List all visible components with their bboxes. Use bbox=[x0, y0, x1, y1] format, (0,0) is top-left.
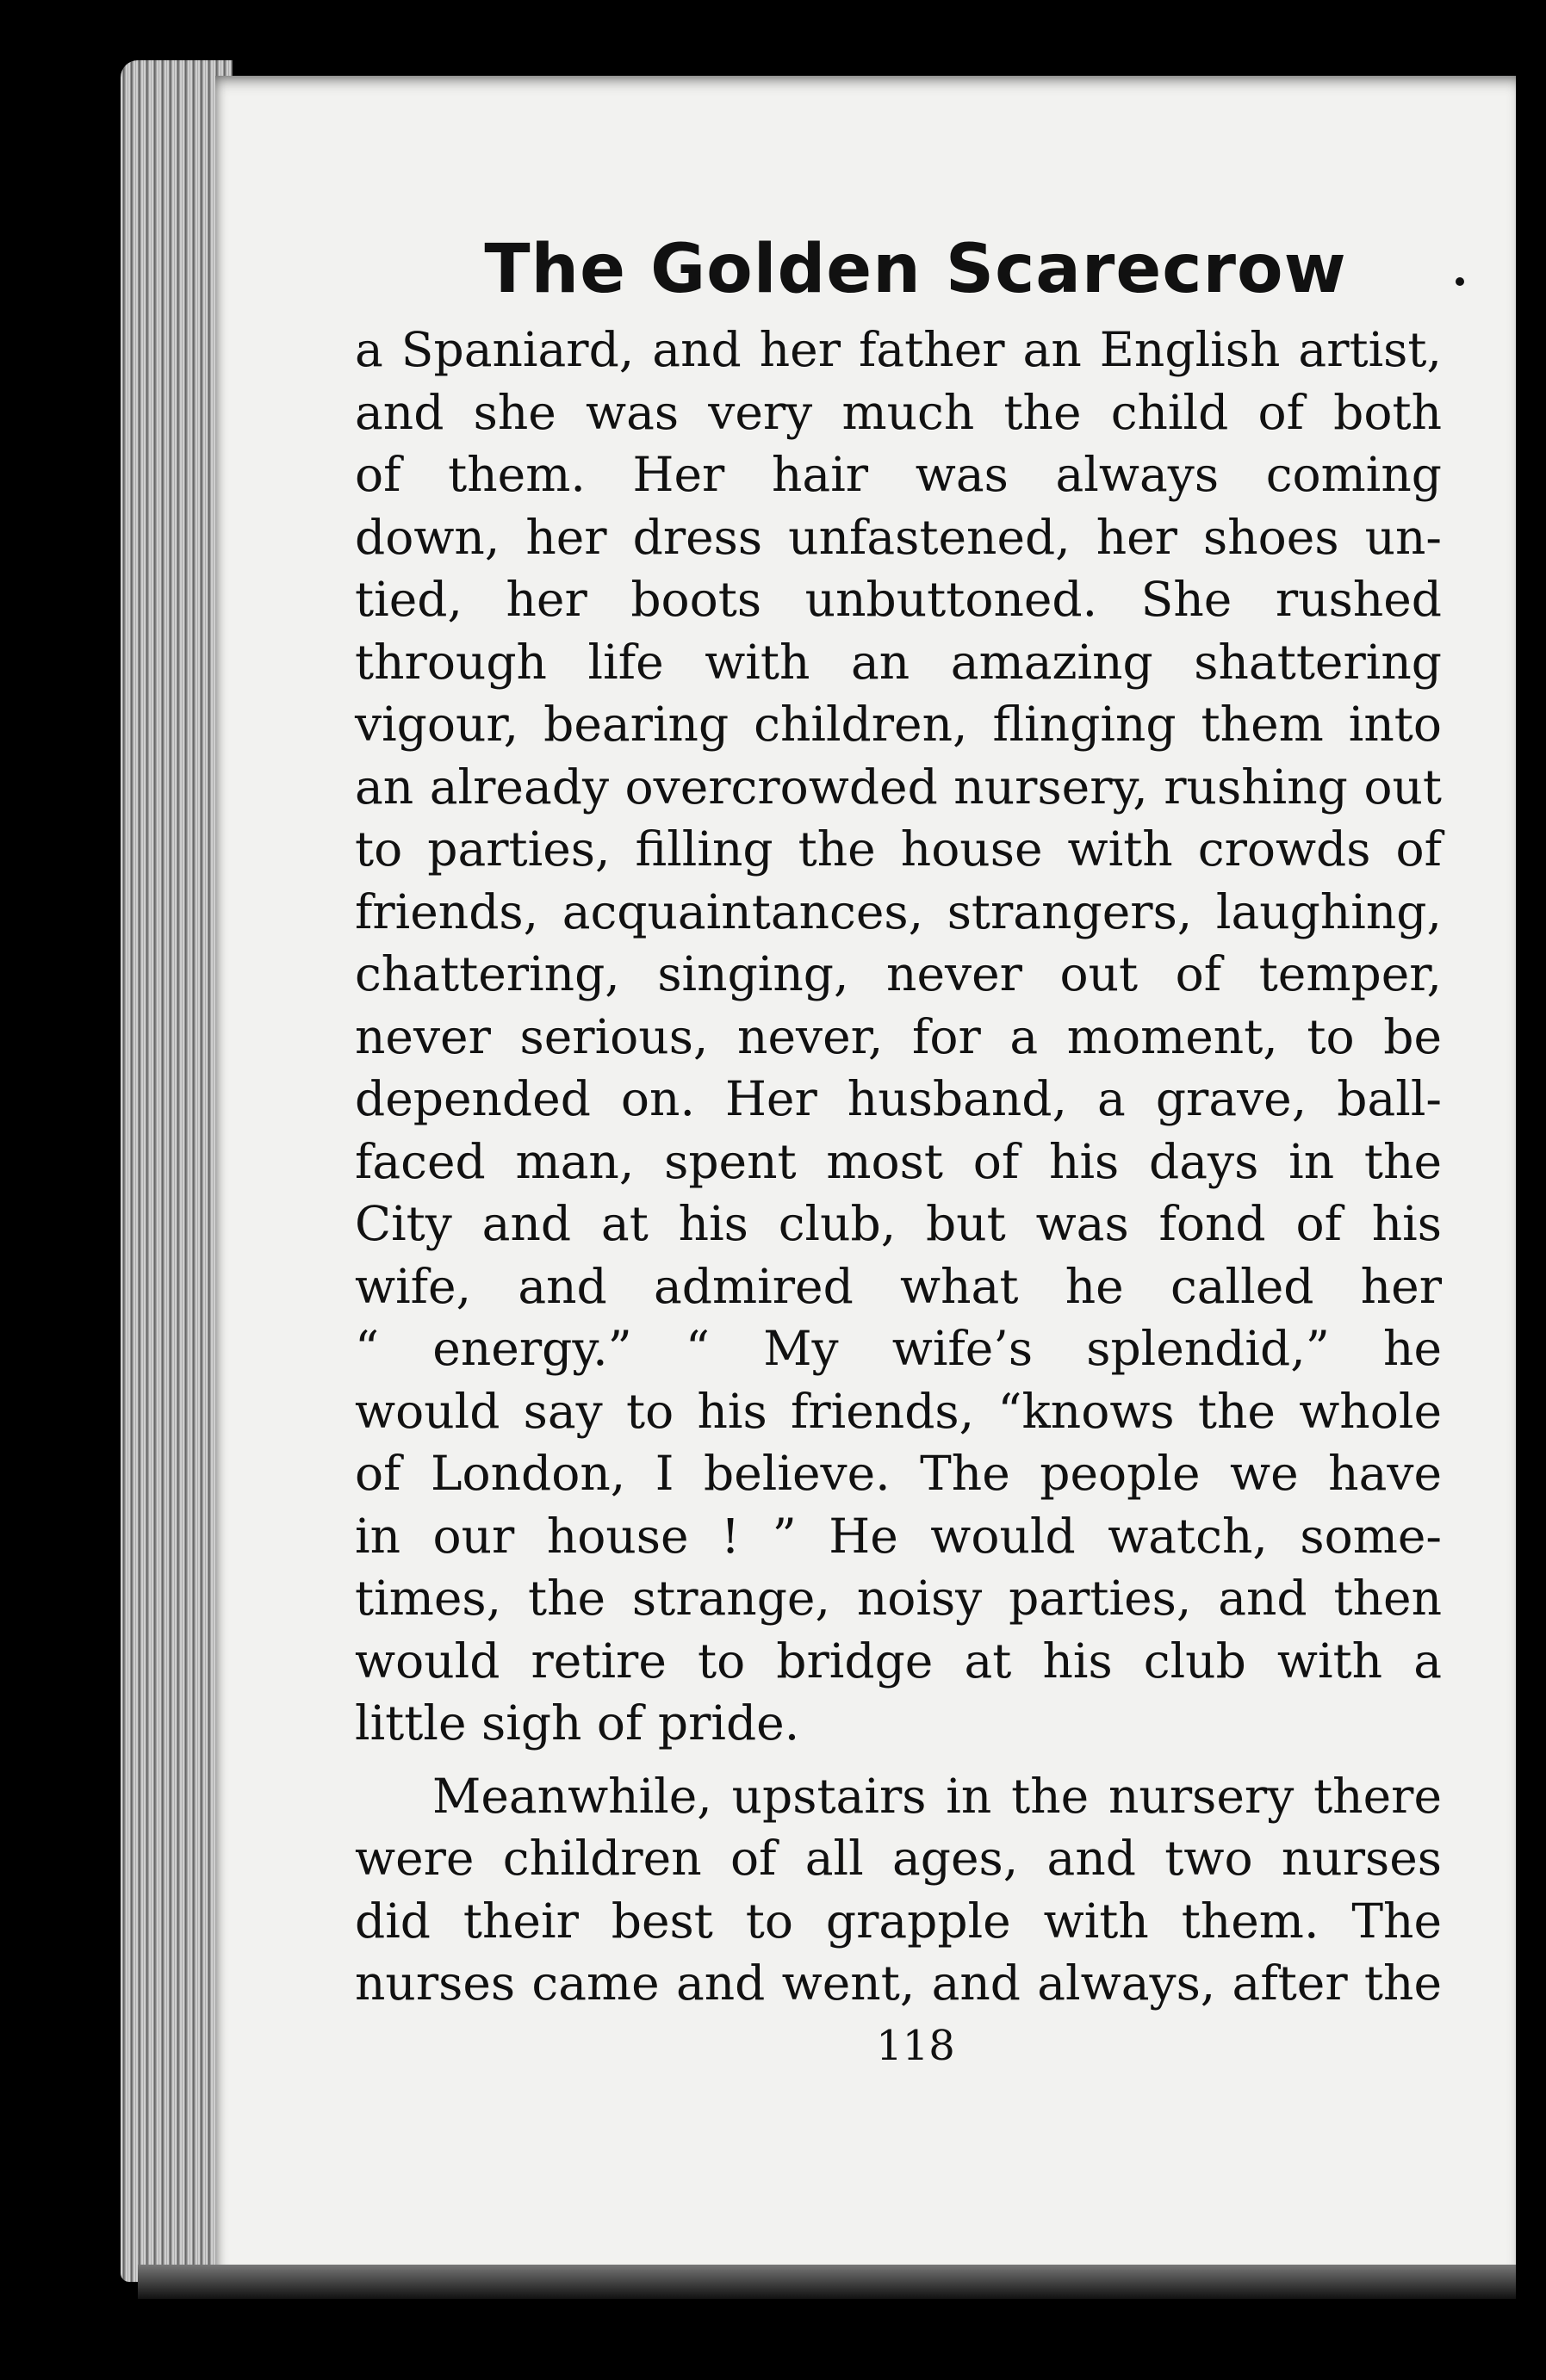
page-number: 118 bbox=[876, 2021, 955, 2070]
text-line: a Spaniard, and her father an English artist, bbox=[355, 322, 1442, 377]
print-speck bbox=[1456, 277, 1464, 286]
text-line: depended on. Her husband, a grave, ball- bbox=[355, 1071, 1442, 1126]
text-line: an already overcrowded nursery, rushing out bbox=[355, 759, 1442, 815]
text-line: little sigh of pride. bbox=[355, 1695, 800, 1751]
text-line: through life with an amazing shattering bbox=[355, 634, 1442, 690]
text-line: chattering, singing, never out of temper, bbox=[355, 946, 1442, 1001]
text-line: never serious, never, for a moment, to be bbox=[355, 1008, 1442, 1064]
page-text-block bbox=[355, 231, 1442, 2070]
text-line: and she was very much the child of both bbox=[355, 384, 1442, 440]
text-line: would say to his friends, “knows the whole bbox=[355, 1383, 1442, 1439]
paragraph-1 bbox=[355, 319, 1442, 1755]
text-line: in our house ! ” He would watch, some- bbox=[355, 1508, 1442, 1564]
text-line: down, her dress unfastened, her shoes un- bbox=[355, 509, 1442, 565]
text-line: would retire to bridge at his club with a bbox=[355, 1633, 1442, 1689]
running-title: The Golden Scarecrow bbox=[484, 231, 1347, 308]
text-line: did their best to grapple with them. The bbox=[355, 1893, 1442, 1949]
text-line: of them. Her hair was always coming bbox=[355, 447, 1442, 502]
text-line: tied, her boots unbuttoned. She rushed bbox=[355, 572, 1442, 627]
text-line: faced man, spent most of his days in the bbox=[355, 1133, 1442, 1189]
text-line: vigour, bearing children, flinging them into bbox=[355, 697, 1442, 752]
text-line: Meanwhile, upstairs in the nursery there bbox=[432, 1768, 1442, 1824]
paragraph-2 bbox=[355, 1765, 1442, 2015]
text-line: City and at his club, but was fond of his bbox=[355, 1196, 1442, 1251]
text-line: to parties, filling the house with crowds of bbox=[355, 821, 1442, 877]
text-line: friends, acquaintances, strangers, laughing, bbox=[355, 883, 1442, 939]
text-line: of London, I believe. The people we have bbox=[355, 1446, 1442, 1501]
text-line: were children of all ages, and two nurses bbox=[355, 1831, 1442, 1886]
text-line: “ energy.” “ My wife’s splendid,” he bbox=[355, 1321, 1442, 1376]
text-line: nurses came and went, and always, after the bbox=[355, 1955, 1442, 2011]
page-bottom-shadow bbox=[138, 2265, 1516, 2299]
text-line: times, the strange, noisy parties, and then bbox=[355, 1571, 1442, 1626]
text-line: wife, and admired what he called her bbox=[355, 1258, 1442, 1314]
